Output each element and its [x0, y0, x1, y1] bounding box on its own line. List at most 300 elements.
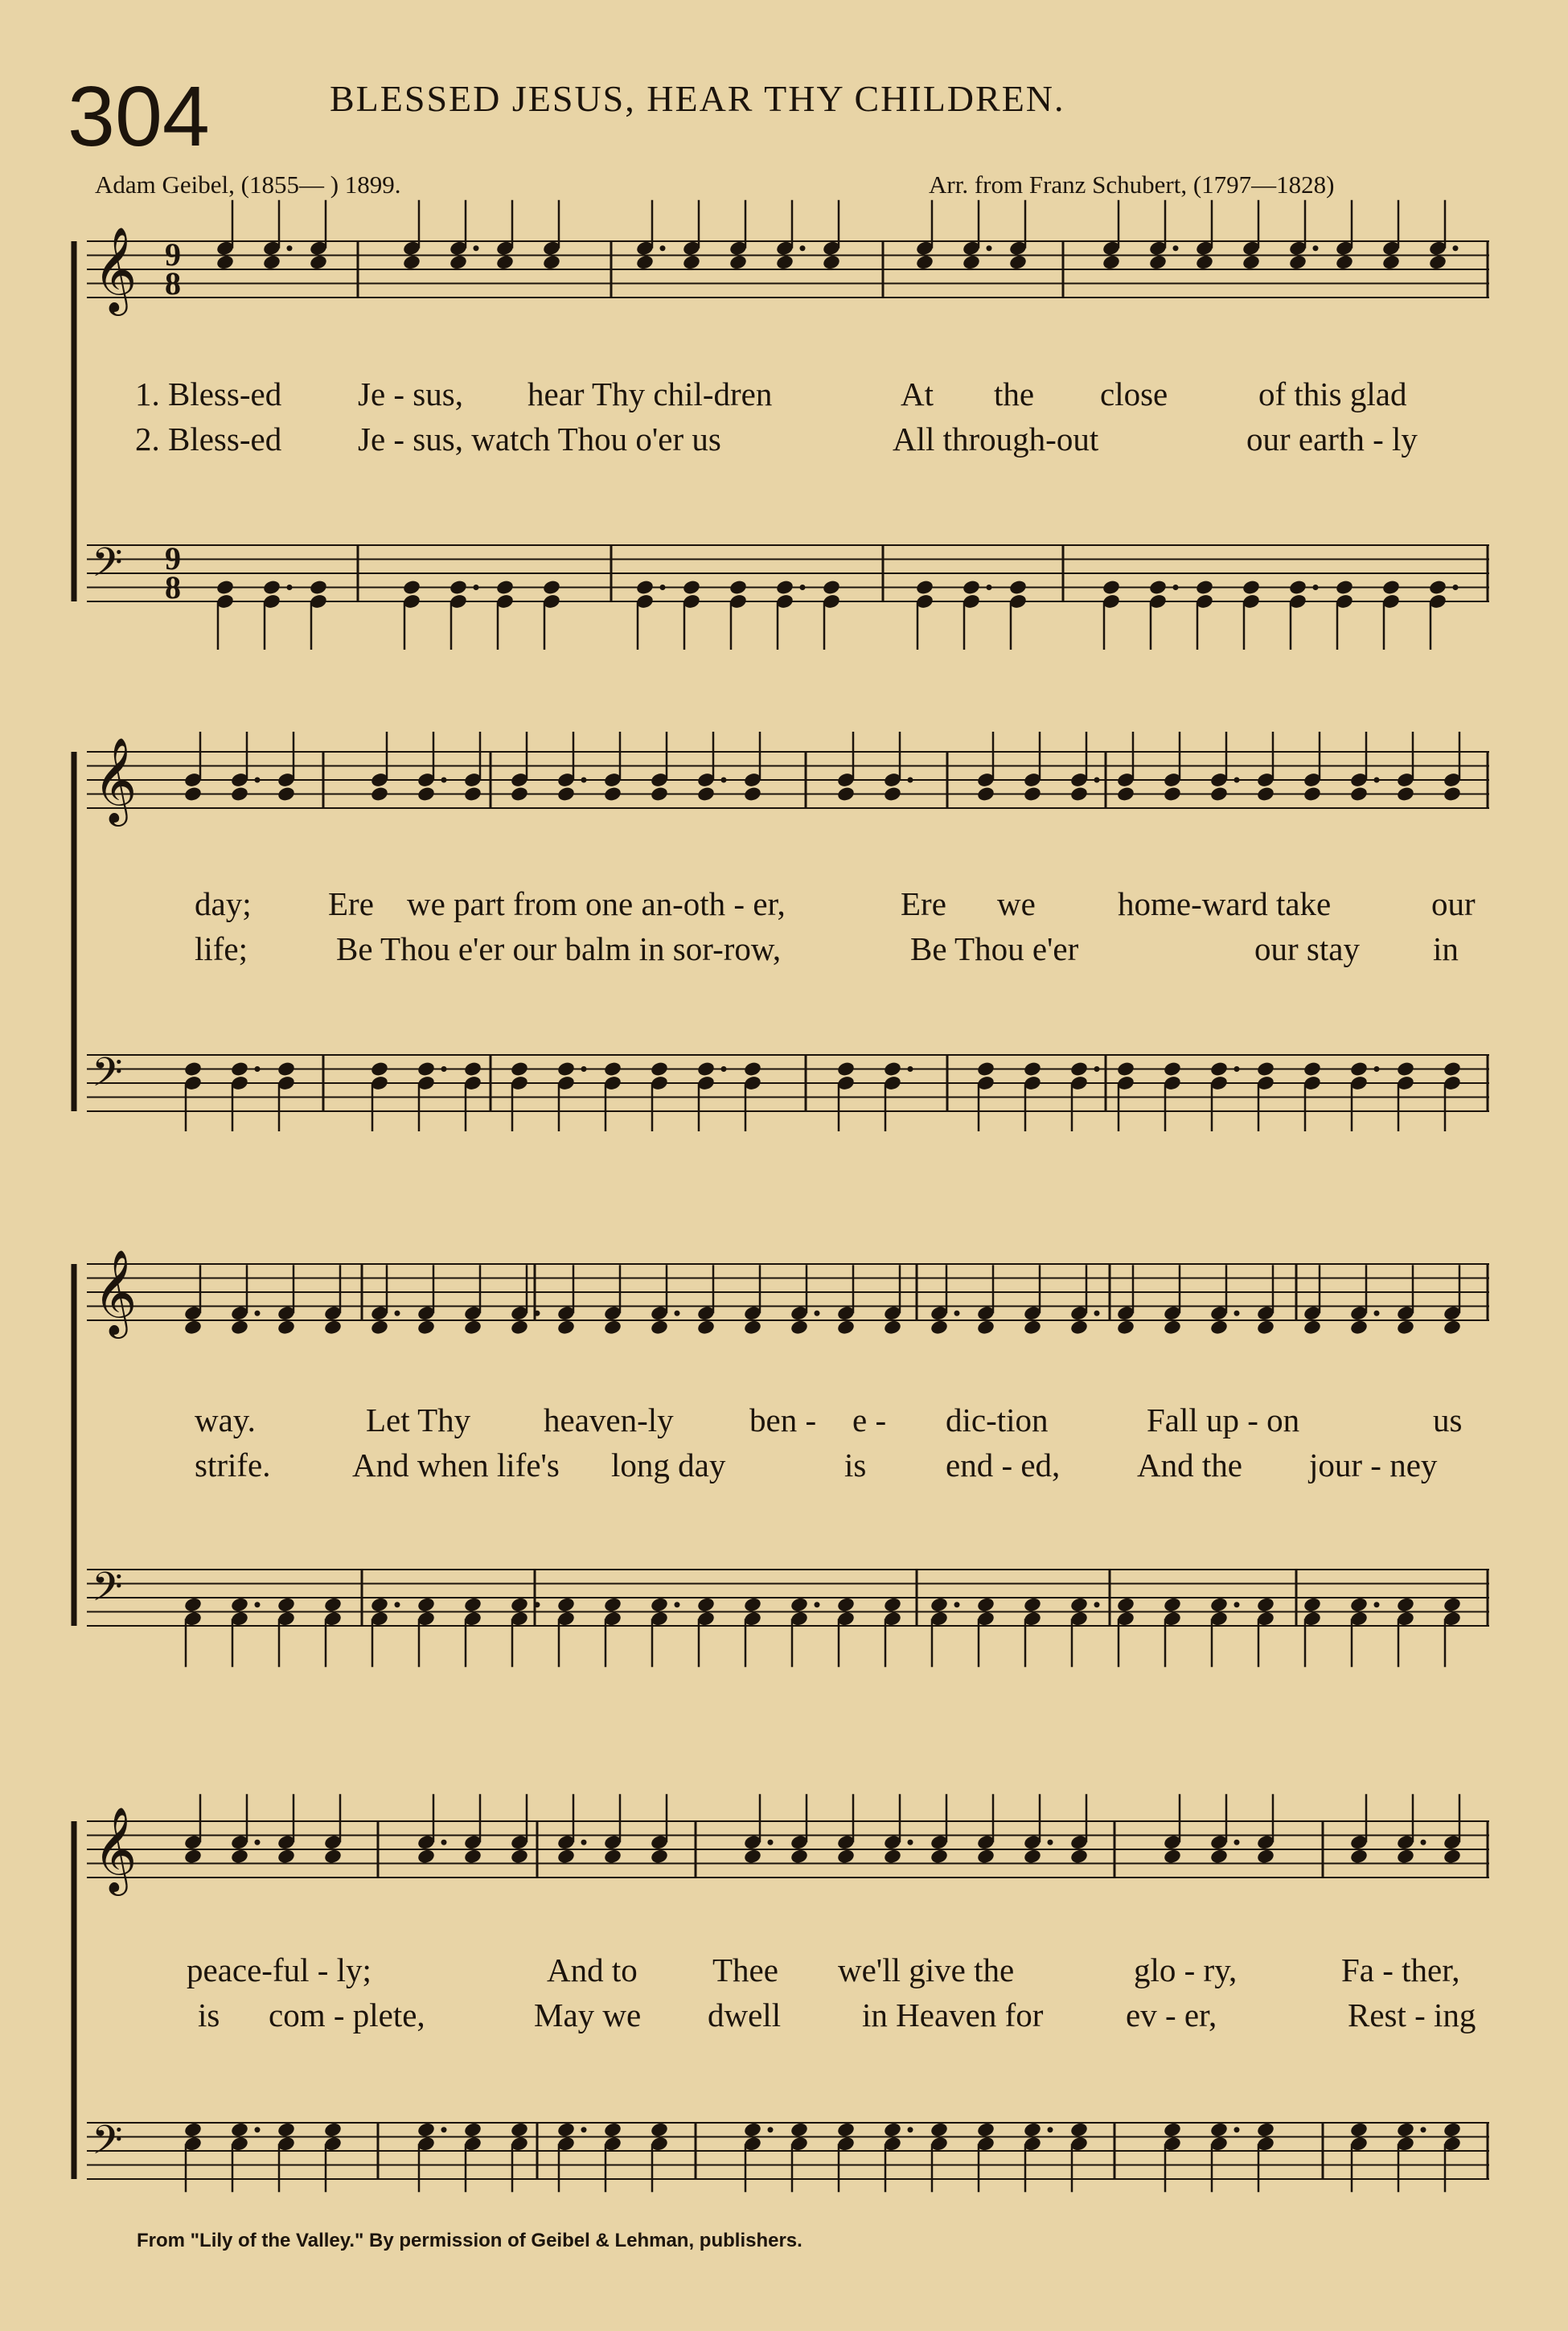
- notehead: [976, 1061, 995, 1077]
- notehead: [1116, 1061, 1135, 1077]
- notehead: [1163, 1061, 1182, 1077]
- notehead: [215, 254, 235, 271]
- notehead: [836, 786, 856, 802]
- notehead: [1349, 1319, 1369, 1336]
- dot: [1374, 778, 1380, 783]
- dot: [908, 1840, 913, 1845]
- dot: [441, 1840, 447, 1845]
- notehead: [1008, 254, 1028, 271]
- dot: [1094, 1066, 1100, 1072]
- notehead: [930, 1319, 949, 1336]
- notehead: [1428, 579, 1447, 596]
- dot: [581, 1840, 587, 1845]
- notehead: [1256, 1596, 1275, 1613]
- notehead: [682, 579, 701, 596]
- notehead: [1349, 2121, 1369, 2138]
- dot: [721, 1066, 727, 1072]
- lyric-syllable: our earth - ly: [1246, 421, 1418, 458]
- notehead: [729, 579, 748, 596]
- dot: [1313, 585, 1319, 590]
- notehead: [1381, 254, 1401, 271]
- dot: [768, 2127, 774, 2132]
- notehead: [556, 786, 576, 802]
- lyric-syllable: Fall up - on: [1147, 1401, 1300, 1438]
- notehead: [1209, 1848, 1229, 1865]
- dot: [1453, 245, 1459, 251]
- notehead: [417, 1848, 436, 1865]
- lyric-syllable: May we: [534, 1997, 642, 2033]
- notehead: [603, 786, 622, 802]
- notehead: [1023, 2121, 1042, 2138]
- notehead: [976, 786, 995, 802]
- notehead: [277, 1848, 296, 1865]
- notehead: [463, 1848, 482, 1865]
- notehead: [962, 254, 981, 271]
- notehead: [962, 579, 981, 596]
- notehead: [417, 1319, 436, 1336]
- notehead: [915, 254, 934, 271]
- dot: [255, 778, 261, 783]
- notehead: [370, 1061, 389, 1077]
- notehead: [1116, 1596, 1135, 1613]
- notehead: [556, 2121, 576, 2138]
- notehead: [510, 786, 529, 802]
- notehead: [370, 786, 389, 802]
- lyric-syllable: our: [1431, 885, 1476, 922]
- hymn-title: BLESSED JESUS, HEAR THY CHILDREN.: [330, 78, 1065, 119]
- notehead: [183, 1596, 203, 1613]
- notehead: [1102, 579, 1121, 596]
- bass-clef: 𝄢: [92, 1049, 123, 1106]
- treble-clef: 𝄞: [93, 737, 138, 823]
- notehead: [883, 1596, 902, 1613]
- dot: [474, 585, 479, 590]
- system-1-verse-2: [0, 420, 1568, 458]
- notehead: [822, 254, 841, 271]
- notehead: [1163, 1848, 1182, 1865]
- notehead: [542, 254, 561, 271]
- notehead: [976, 1848, 995, 1865]
- dot: [535, 1602, 540, 1607]
- notehead: [510, 1848, 529, 1865]
- notehead: [277, 2121, 296, 2138]
- system-3-verse-2: [0, 1446, 1568, 1484]
- notehead: [1349, 1596, 1369, 1613]
- dot: [1094, 1602, 1100, 1607]
- dot: [1421, 1840, 1426, 1845]
- lyric-syllable: glo - ry,: [1134, 1951, 1238, 1988]
- lyric-syllable: strife.: [195, 1447, 271, 1484]
- dot: [1374, 1066, 1380, 1072]
- lyric-syllable: 1. Bless-ed: [135, 376, 282, 412]
- time-signature-bottom: 8: [165, 265, 181, 302]
- notehead: [603, 1596, 622, 1613]
- dot: [395, 1311, 400, 1316]
- notehead: [215, 579, 235, 596]
- notehead: [1349, 1848, 1369, 1865]
- notehead: [1023, 1319, 1042, 1336]
- notehead: [1242, 579, 1261, 596]
- notehead: [1303, 1319, 1322, 1336]
- notehead: [1256, 1319, 1275, 1336]
- notehead: [822, 579, 841, 596]
- bass-clef: 𝄢: [92, 2117, 123, 2173]
- notehead: [1443, 1061, 1462, 1077]
- notehead: [883, 786, 902, 802]
- dot: [287, 245, 293, 251]
- notehead: [743, 1061, 762, 1077]
- dot: [954, 1602, 960, 1607]
- notehead: [1303, 1061, 1322, 1077]
- notehead: [883, 1319, 902, 1336]
- notehead: [743, 2121, 762, 2138]
- dot: [660, 245, 666, 251]
- notehead: [1163, 2121, 1182, 2138]
- notehead: [1443, 2121, 1462, 2138]
- notehead: [402, 579, 421, 596]
- lyric-syllable: hear Thy chil-dren: [527, 376, 773, 412]
- notehead: [696, 1596, 716, 1613]
- dot: [908, 2127, 913, 2132]
- notehead: [183, 1848, 203, 1865]
- notehead: [183, 786, 203, 802]
- time-signature-top: 9: [165, 540, 181, 577]
- notehead: [183, 1061, 203, 1077]
- lyric-syllable: we part from one an-oth - er,: [407, 885, 786, 922]
- time-signature-top: 9: [165, 236, 181, 273]
- dot: [800, 585, 806, 590]
- notehead: [682, 254, 701, 271]
- notehead: [1209, 1319, 1229, 1336]
- system-3-verse-1: [0, 1401, 1568, 1439]
- notehead: [915, 579, 934, 596]
- lyric-syllable: life;: [195, 930, 248, 967]
- dot: [908, 1066, 913, 1072]
- treble-clef: 𝄞: [93, 226, 138, 312]
- notehead: [836, 1596, 856, 1613]
- dot: [660, 585, 666, 590]
- dot: [987, 585, 992, 590]
- notehead: [402, 254, 421, 271]
- notehead: [976, 1319, 995, 1336]
- bass-clef: 𝄢: [92, 540, 123, 596]
- lyric-syllable: day;: [195, 885, 252, 922]
- notehead: [417, 2121, 436, 2138]
- treble-clef: 𝄞: [93, 1806, 138, 1892]
- notehead: [836, 1848, 856, 1865]
- notehead: [417, 786, 436, 802]
- notehead: [650, 1319, 669, 1336]
- notehead: [1443, 1848, 1462, 1865]
- notehead: [1242, 254, 1261, 271]
- lyric-syllable: our stay: [1254, 930, 1360, 967]
- notehead: [309, 254, 328, 271]
- notehead: [1209, 1061, 1229, 1077]
- notehead: [556, 1848, 576, 1865]
- lyric-syllable: All through-out: [893, 421, 1099, 458]
- dot: [255, 1602, 261, 1607]
- system-2-verse-1: [0, 884, 1568, 923]
- notehead: [323, 1596, 343, 1613]
- notehead: [1381, 579, 1401, 596]
- dot: [581, 2127, 587, 2132]
- notehead: [1102, 254, 1121, 271]
- notehead: [1256, 2121, 1275, 2138]
- notehead: [1023, 1061, 1042, 1077]
- notehead: [323, 2121, 343, 2138]
- dot: [1421, 2127, 1426, 2132]
- permission-footnote: From "Lily of the Valley." By permission of Geibel & Lehman, publishers.: [137, 2230, 802, 2251]
- notehead: [463, 2121, 482, 2138]
- lyric-syllable: jour - ney: [1309, 1447, 1438, 1484]
- lyric-syllable: Ere: [901, 885, 946, 922]
- lyric-syllable: peace-ful - ly;: [187, 1951, 371, 1988]
- lyric-syllable: Ere: [328, 885, 374, 922]
- notehead: [277, 1061, 296, 1077]
- notehead: [1428, 254, 1447, 271]
- lyric-syllable: dwell: [708, 1997, 782, 2033]
- lyricist-credit: Adam Geibel, (1855— ) 1899.: [95, 170, 401, 199]
- notehead: [417, 1596, 436, 1613]
- notehead: [650, 1848, 669, 1865]
- dot: [1374, 1311, 1380, 1316]
- dot: [1234, 1840, 1240, 1845]
- lyric-syllable: Thee: [712, 1951, 778, 1988]
- notehead: [1288, 579, 1307, 596]
- notehead: [930, 1596, 949, 1613]
- notehead: [635, 579, 655, 596]
- lyric-syllable: And to: [547, 1951, 638, 1988]
- notehead: [930, 1848, 949, 1865]
- lyric-syllable: is: [198, 1997, 220, 2033]
- dot: [1374, 1602, 1380, 1607]
- notehead: [556, 1319, 576, 1336]
- notehead: [1256, 786, 1275, 802]
- notehead: [463, 786, 482, 802]
- lyric-syllable: ben -: [749, 1401, 817, 1438]
- dot: [581, 1066, 587, 1072]
- notehead: [1396, 786, 1415, 802]
- lyric-syllable: is: [844, 1447, 867, 1484]
- notehead: [323, 1848, 343, 1865]
- notehead: [1288, 254, 1307, 271]
- notehead: [1443, 1596, 1462, 1613]
- notehead: [1396, 1848, 1415, 1865]
- notehead: [729, 254, 748, 271]
- lyric-syllable: ev - er,: [1126, 1997, 1217, 2033]
- lyric-syllable: com - plete,: [269, 1997, 425, 2033]
- notehead: [650, 2121, 669, 2138]
- dot: [1234, 1602, 1240, 1607]
- notehead: [495, 579, 515, 596]
- dot: [581, 778, 587, 783]
- notehead: [836, 2121, 856, 2138]
- lyric-syllable: end - ed,: [946, 1447, 1061, 1484]
- notehead: [463, 1319, 482, 1336]
- dot: [1173, 585, 1179, 590]
- notehead: [775, 579, 794, 596]
- notehead: [1195, 254, 1214, 271]
- dot: [800, 245, 806, 251]
- notehead: [1023, 786, 1042, 802]
- dot: [287, 585, 293, 590]
- notehead: [1116, 786, 1135, 802]
- notehead: [603, 2121, 622, 2138]
- dot: [1173, 245, 1179, 251]
- dot: [1234, 778, 1240, 783]
- notehead: [743, 1596, 762, 1613]
- notehead: [1069, 786, 1089, 802]
- notehead: [370, 1596, 389, 1613]
- notehead: [230, 1848, 249, 1865]
- notehead: [836, 1061, 856, 1077]
- notehead: [1443, 786, 1462, 802]
- notehead: [1443, 1319, 1462, 1336]
- notehead: [230, 1319, 249, 1336]
- lyric-syllable: in: [1433, 930, 1459, 967]
- lyric-syllable: And when life's: [352, 1447, 560, 1484]
- dot: [1234, 1311, 1240, 1316]
- dot: [441, 1066, 447, 1072]
- notehead: [449, 579, 468, 596]
- notehead: [650, 1061, 669, 1077]
- notehead: [277, 786, 296, 802]
- notehead: [790, 1319, 809, 1336]
- dot: [255, 1840, 261, 1845]
- lyric-syllable: we'll give the: [838, 1951, 1015, 1988]
- notehead: [542, 579, 561, 596]
- lyric-syllable: way.: [195, 1401, 256, 1438]
- notehead: [1349, 786, 1369, 802]
- notehead: [696, 786, 716, 802]
- dot: [441, 2127, 447, 2132]
- notehead: [696, 1319, 716, 1336]
- notehead: [1069, 1848, 1089, 1865]
- lyric-syllable: in Heaven for: [862, 1997, 1044, 2033]
- notehead: [883, 1848, 902, 1865]
- notehead: [1163, 1596, 1182, 1613]
- dot: [441, 778, 447, 783]
- notehead: [696, 1061, 716, 1077]
- notehead: [1023, 1596, 1042, 1613]
- notehead: [510, 2121, 529, 2138]
- lyric-syllable: us: [1433, 1401, 1463, 1438]
- notehead: [183, 2121, 203, 2138]
- notehead: [743, 786, 762, 802]
- dot: [1094, 1311, 1100, 1316]
- lyric-syllable: e -: [852, 1401, 887, 1438]
- dot: [1094, 778, 1100, 783]
- notehead: [1023, 1848, 1042, 1865]
- notehead: [1209, 786, 1229, 802]
- hymn-number: 304: [68, 69, 210, 164]
- notehead: [370, 1319, 389, 1336]
- lyric-syllable: close: [1100, 376, 1168, 412]
- lyric-syllable: home-ward take: [1118, 885, 1332, 922]
- notehead: [230, 1061, 249, 1077]
- lyric-syllable: of this glad: [1258, 376, 1407, 412]
- lyric-syllable: And the: [1137, 1447, 1242, 1484]
- composer-credit: Arr. from Franz Schubert, (1797—1828): [929, 170, 1335, 199]
- notehead: [1396, 1596, 1415, 1613]
- dot: [675, 1311, 680, 1316]
- notehead: [1396, 1061, 1415, 1077]
- notehead: [277, 1319, 296, 1336]
- notehead: [1195, 579, 1214, 596]
- notehead: [603, 1848, 622, 1865]
- dot: [255, 2127, 261, 2132]
- notehead: [449, 254, 468, 271]
- notehead: [230, 1596, 249, 1613]
- system-4-verse-2: [0, 1996, 1568, 2034]
- notehead: [1396, 1319, 1415, 1336]
- dot: [1313, 245, 1319, 251]
- dot: [255, 1311, 261, 1316]
- notehead: [1148, 579, 1168, 596]
- lyric-syllable: heaven-ly: [544, 1401, 674, 1438]
- lyric-syllable: Let Thy: [366, 1401, 471, 1438]
- notehead: [556, 1061, 576, 1077]
- lyric-syllable: Be Thou e'er our balm in sor-row,: [336, 930, 782, 967]
- notehead: [1209, 2121, 1229, 2138]
- dot: [1234, 2127, 1240, 2132]
- dot: [768, 1840, 774, 1845]
- notehead: [1256, 1061, 1275, 1077]
- notehead: [463, 1596, 482, 1613]
- dot: [908, 778, 913, 783]
- dot: [675, 1602, 680, 1607]
- notehead: [1209, 1596, 1229, 1613]
- notehead: [1116, 1319, 1135, 1336]
- notehead: [262, 254, 281, 271]
- notehead: [930, 2121, 949, 2138]
- notehead: [635, 254, 655, 271]
- notehead: [510, 1061, 529, 1077]
- lyric-syllable: Be Thou e'er: [910, 930, 1079, 967]
- notehead: [309, 579, 328, 596]
- notehead: [976, 1596, 995, 1613]
- system-2-verse-2: [0, 930, 1568, 968]
- notehead: [556, 1596, 576, 1613]
- dot: [1453, 585, 1459, 590]
- system-1-verse-1: [0, 375, 1568, 413]
- notehead: [603, 1319, 622, 1336]
- notehead: [417, 1061, 436, 1077]
- dot: [1048, 2127, 1053, 2132]
- dot: [535, 1311, 540, 1316]
- dot: [815, 1311, 820, 1316]
- dot: [1234, 1066, 1240, 1072]
- lyric-syllable: Je - sus, watch Thou o'er us: [358, 421, 721, 458]
- notehead: [790, 1848, 809, 1865]
- notehead: [1303, 786, 1322, 802]
- bass-clef: 𝄢: [92, 1564, 123, 1620]
- dot: [987, 245, 992, 251]
- notehead: [1069, 2121, 1089, 2138]
- notehead: [650, 786, 669, 802]
- notehead: [836, 1319, 856, 1336]
- dot: [954, 1311, 960, 1316]
- lyric-syllable: Rest - ing: [1348, 1997, 1476, 2033]
- dot: [474, 245, 479, 251]
- notehead: [743, 1319, 762, 1336]
- notehead: [1256, 1848, 1275, 1865]
- notehead: [650, 1596, 669, 1613]
- notehead: [277, 1596, 296, 1613]
- lyric-syllable: At: [901, 376, 934, 412]
- notehead: [976, 2121, 995, 2138]
- notehead: [1335, 579, 1354, 596]
